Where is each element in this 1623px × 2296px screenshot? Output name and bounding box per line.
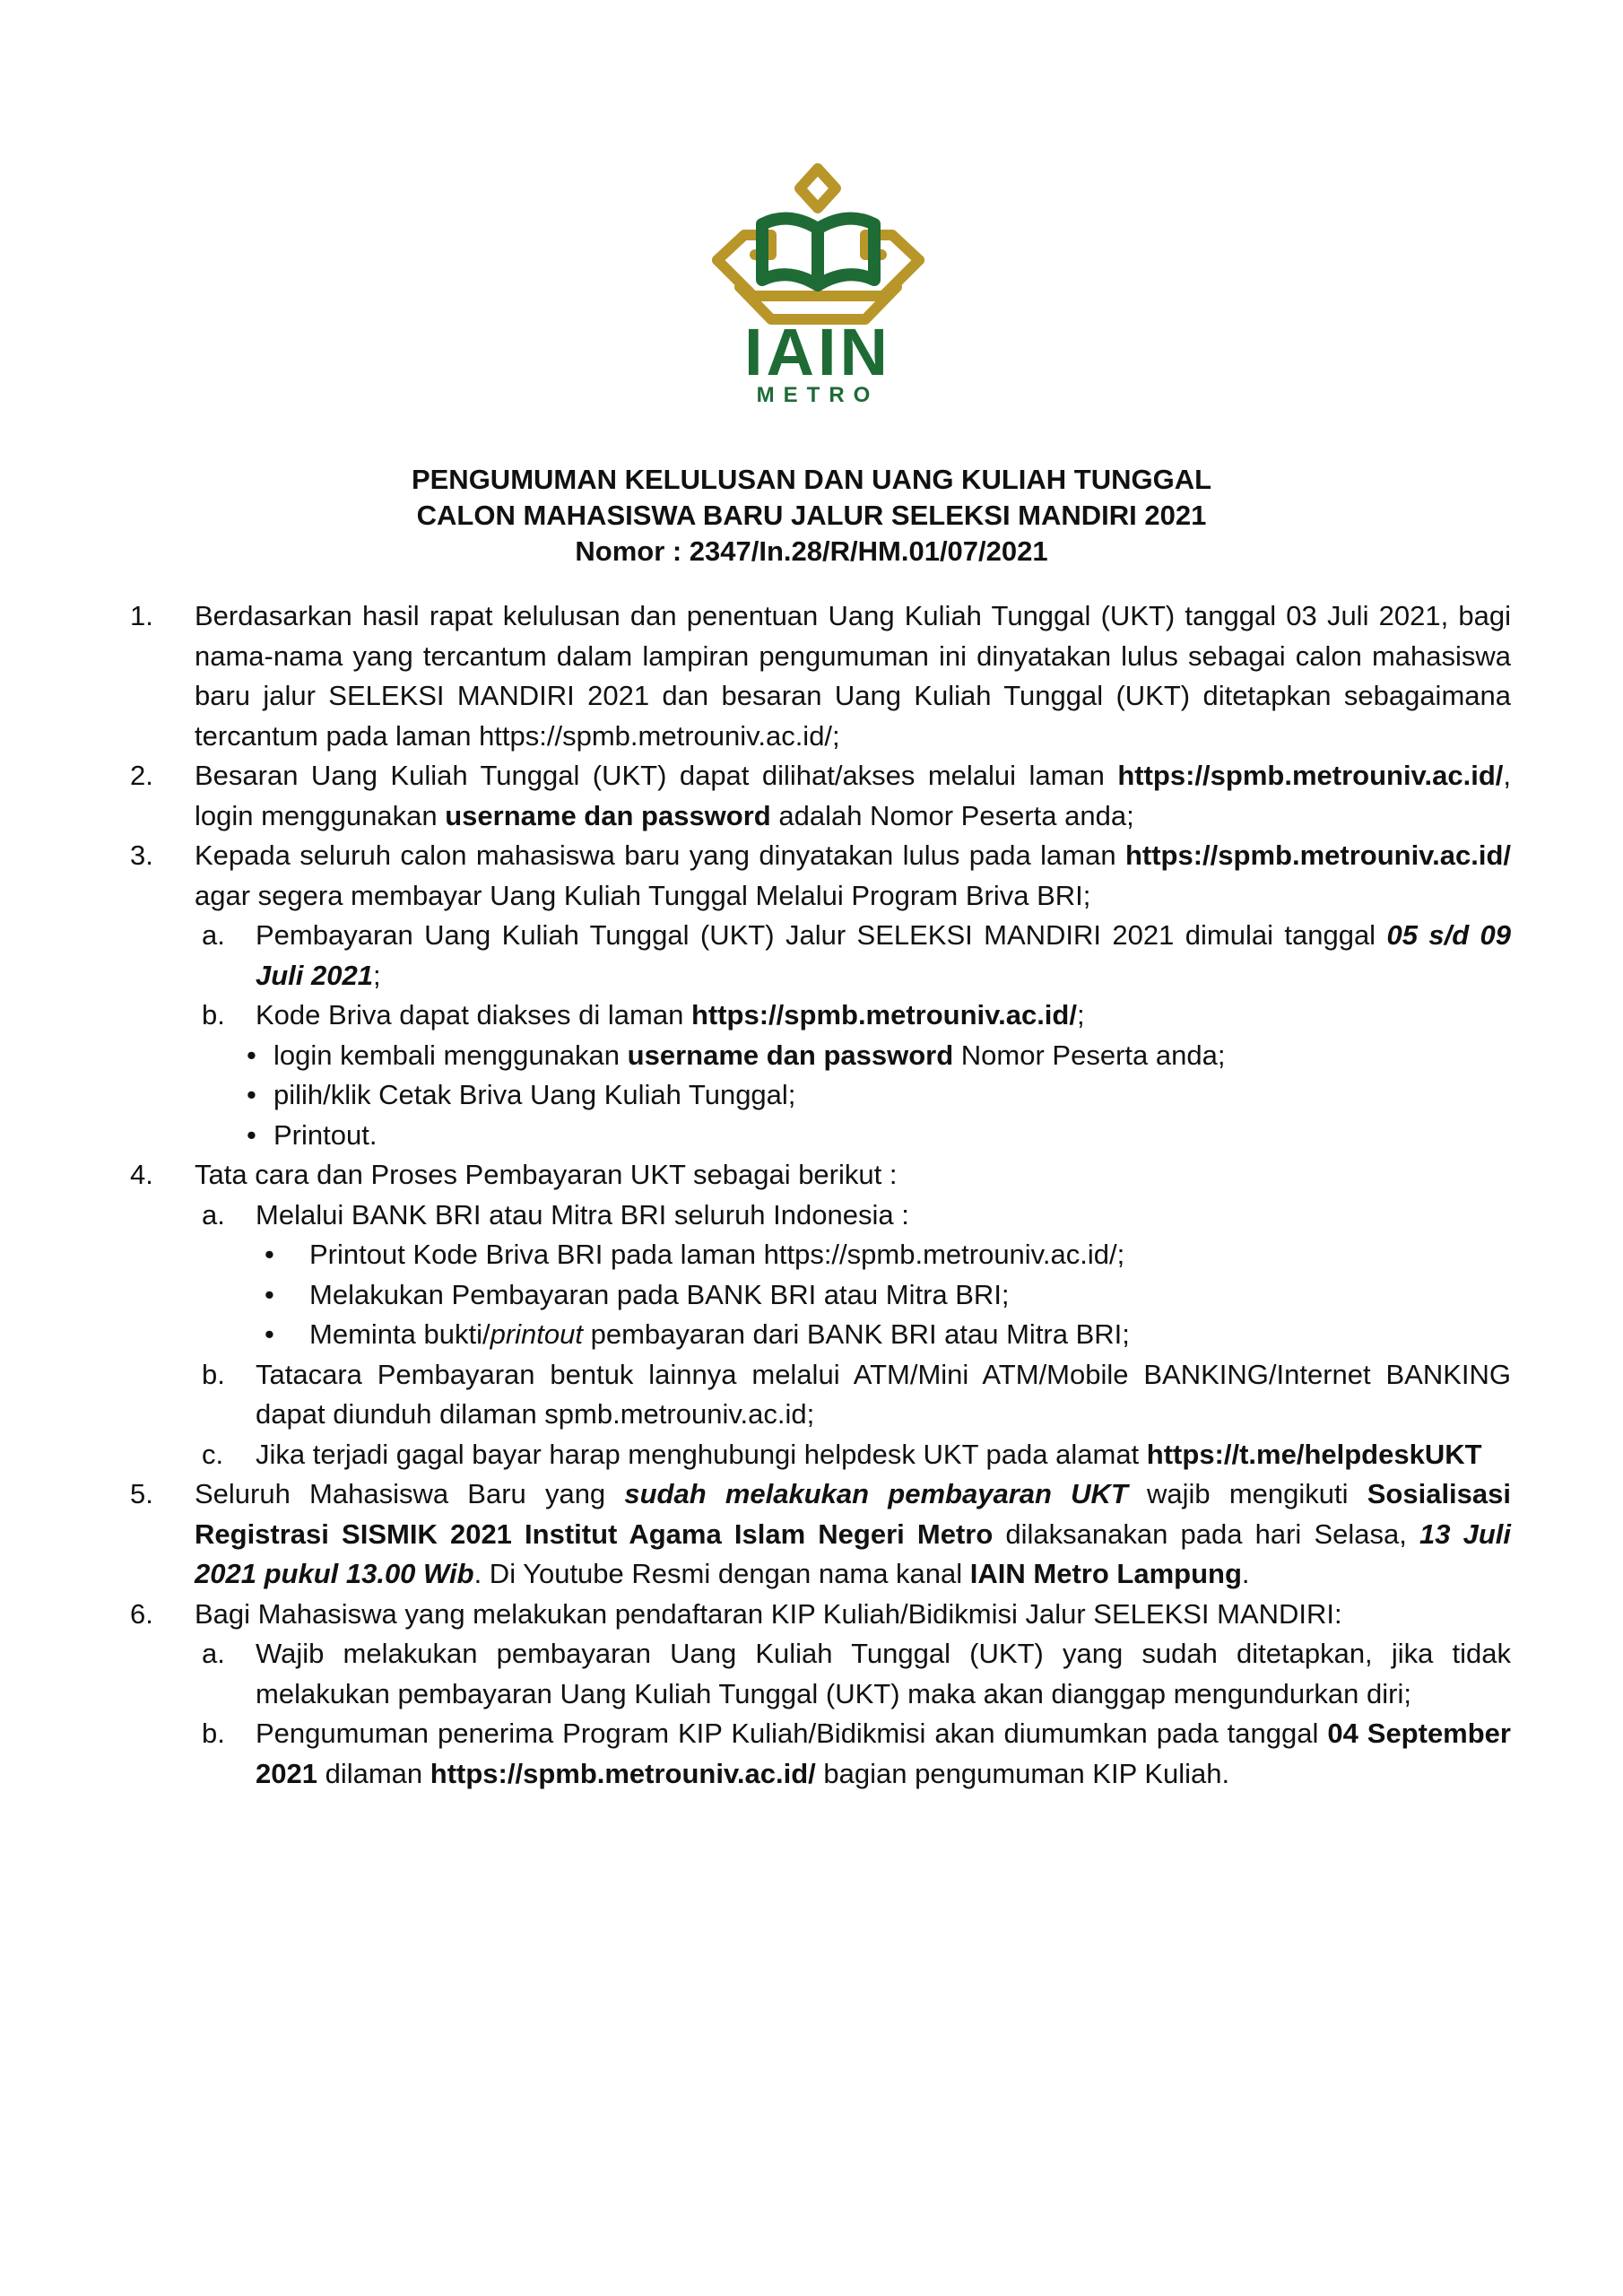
bullet-icon: •: [265, 1239, 274, 1270]
bullet-icon: •: [247, 1118, 256, 1151]
youtube-channel-name: IAIN Metro Lampung: [969, 1558, 1242, 1589]
item-number: 6.: [130, 1597, 153, 1630]
item-text: Tata cara dan Proses Pembayaran UKT sebagai berikut :: [195, 1159, 898, 1190]
bullet-item: • Melakukan Pembayaran pada BANK BRI atau Mitra BRI;: [130, 1275, 1511, 1316]
bullet-icon: •: [265, 1318, 274, 1350]
logo-emblem-icon: [690, 161, 946, 404]
item-number: 2.: [130, 760, 153, 791]
sub-item-label: a.: [202, 1198, 225, 1231]
item-text: Berdasarkan hasil rapat kelulusan dan penentuan Uang Kuliah Tunggal (UKT) tanggal 03 Juli 2021, bagi nama-nama yang tercantum dalam lampiran pengumuman ini dinyatakan lulus sebagai calon mahasiswa baru jalur SELEKSI MANDIRI 2021 dan besaran Uang Kuliah Tunggal (UKT) ditetapkan sebagaimana tercantum pada laman https://spmb.metrouniv.ac.id/;: [195, 600, 1511, 752]
sub-item-text: ;: [1076, 999, 1085, 1031]
list-item-5: 5. Seluruh Mahasiswa Baru yang sudah melakukan pembayaran UKT wajib mengikuti Sosialisasi Registrasi SISMIK 2021 Institut Agama Islam Negeri Metro dilaksanakan pada hari Selasa, 13 Juli 2021 pukul 13.00 Wib. Di Youtube Resmi dengan nama kanal IAIN Metro Lampung.: [130, 1474, 1511, 1595]
item-text: adalah Nomor Peserta anda;: [770, 799, 1134, 831]
header-number: Nomor : 2347/In.28/R/HM.01/07/2021: [575, 535, 1048, 567]
sub-item-text: Melalui BANK BRI atau Mitra BRI seluruh Indonesia :: [256, 1198, 909, 1231]
bullet-item: • pilih/klik Cetak Briva Uang Kuliah Tunggal;: [130, 1075, 1511, 1116]
item-text: , login menggunakan: [195, 760, 1511, 831]
spmb-link[interactable]: https://spmb.metrouniv.ac.id/: [1124, 839, 1511, 871]
bullet-icon: •: [247, 1079, 256, 1110]
bullet-item: • Printout.: [130, 1116, 1511, 1156]
announcement-header: [0, 462, 1623, 570]
sub-item-label: a.: [202, 1638, 225, 1669]
item-text: Kepada seluruh calon mahasiswa baru yang dinyatakan lulus pada laman: [195, 839, 1125, 871]
list-item-3: [130, 836, 1511, 916]
spmb-link[interactable]: https://spmb.metrouniv.ac.id/: [1117, 760, 1504, 791]
sub-item-text: Kode Briva dapat diakses di laman: [256, 999, 691, 1031]
sub-item-6b: b. Pengumuman penerima Program KIP Kuliah/Bidikmisi akan diumumkan pada tanggal 04 September 2021 dilaman https://spmb.metrouniv.ac.id/ bagian pengumuman KIP Kuliah.: [130, 1714, 1511, 1794]
payment-dates: 05 s/d 09 Juli 2021: [256, 919, 1511, 991]
header-title-line1: PENGUMUMAN KELULUSAN DAN UANG KULIAH TUNGGAL: [411, 464, 1212, 495]
sub-item-4c: [130, 1435, 1511, 1475]
spmb-link[interactable]: https://spmb.metrouniv.ac.id/: [430, 1757, 816, 1789]
sub-item-label: a.: [202, 919, 225, 951]
sub-item-4b: [130, 1355, 1511, 1435]
logo-text: IAIN: [744, 315, 891, 389]
sub-item-label: c.: [202, 1438, 224, 1470]
sub-item-text: Jika terjadi gagal bayar harap menghubungi helpdesk UKT pada alamat: [256, 1438, 1147, 1470]
list-item-2: [130, 756, 1511, 836]
sub-item-text: Wajib melakukan pembayaran Uang Kuliah Tunggal (UKT) yang sudah ditetapkan, jika tidak melakukan pembayaran Uang Kuliah Tunggal (UKT) maka akan dianggap mengundurkan diri;: [256, 1638, 1511, 1709]
iain-metro-logo: [690, 161, 946, 404]
sub-item-4a: [130, 1196, 1511, 1236]
bullet-icon: •: [265, 1278, 274, 1310]
item-number: 4.: [130, 1159, 153, 1190]
item-number: 5.: [130, 1478, 153, 1509]
item-text: agar segera membayar Uang Kuliah Tunggal Melalui Program Briva BRI;: [195, 879, 1091, 911]
item-number: 1.: [130, 600, 153, 631]
sub-item-3a: [130, 916, 1511, 996]
item-text: Bagi Mahasiswa yang melakukan pendaftaran KIP Kuliah/Bidikmisi Jalur SELEKSI MANDIRI:: [195, 1597, 1342, 1630]
bullet-item: • Meminta bukti/printout pembayaran dari BANK BRI atau Mitra BRI;: [130, 1315, 1511, 1355]
item-text: Besaran Uang Kuliah Tunggal (UKT) dapat dilihat/akses melalui laman: [195, 760, 1118, 791]
sub-item-label: b.: [202, 1358, 225, 1390]
list-item-4: [130, 1155, 1511, 1196]
spmb-link[interactable]: https://spmb.metrouniv.ac.id/: [690, 999, 1077, 1031]
header-title-line2: CALON MAHASISWA BARU JALUR SELEKSI MANDIRI 2021: [416, 500, 1207, 531]
sub-item-text: ;: [372, 959, 381, 991]
bullet-icon: •: [247, 1039, 256, 1071]
announcement-body: [130, 596, 1511, 1794]
sub-item-6a: [130, 1634, 1511, 1714]
list-item-1: [130, 596, 1511, 756]
bullet-item: • login kembali menggunakan username dan password Nomor Peserta anda;: [130, 1036, 1511, 1076]
list-item-6: [130, 1595, 1511, 1635]
sub-item-label: b.: [202, 999, 225, 1031]
sub-item-text: Pembayaran Uang Kuliah Tunggal (UKT) Jalur SELEKSI MANDIRI 2021 dimulai tanggal: [256, 919, 1387, 951]
logo-subtext: METRO: [756, 383, 880, 404]
sub-item-label: b.: [202, 1718, 225, 1749]
item-bold-text: username dan password: [445, 799, 771, 831]
sub-item-text: Tatacara Pembayaran bentuk lainnya melalui ATM/Mini ATM/Mobile BANKING/Internet BANKING dapat diunduh dilaman spmb.metrouniv.ac.id;: [256, 1358, 1511, 1430]
helpdesk-link[interactable]: https://t.me/helpdeskUKT: [1146, 1438, 1482, 1470]
bullet-item: • Printout Kode Briva BRI pada laman https://spmb.metrouniv.ac.id/;: [130, 1235, 1511, 1275]
sub-item-3b: [130, 996, 1511, 1036]
item-number: 3.: [130, 839, 153, 871]
